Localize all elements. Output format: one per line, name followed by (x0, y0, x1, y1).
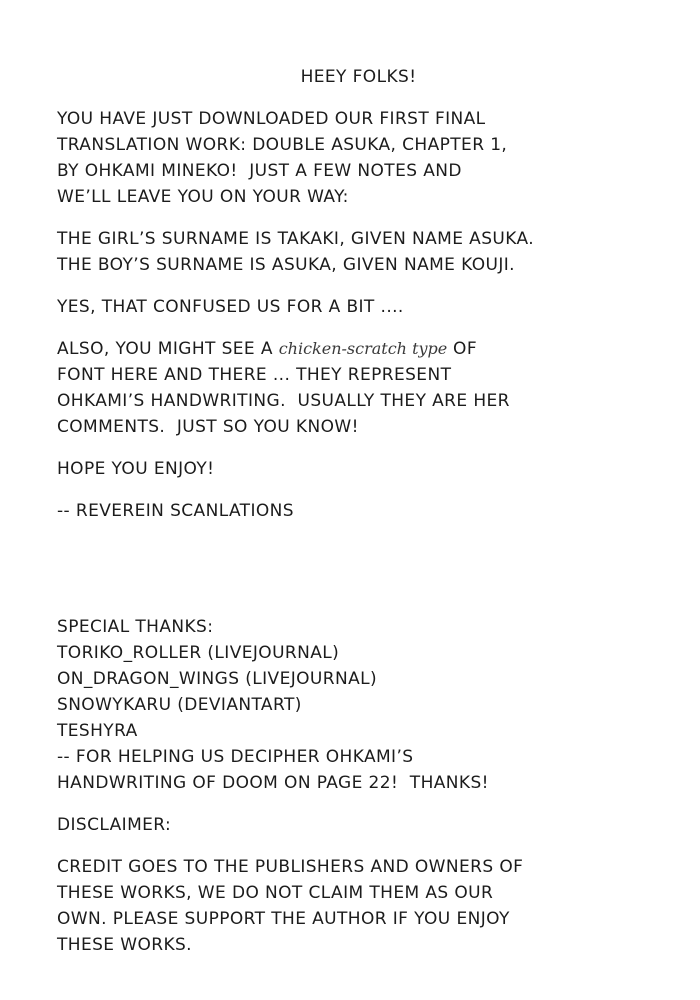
font-note-paragraph (57, 336, 660, 440)
disclaimer-heading: DISCLAIMER: (57, 815, 172, 835)
title-text: HEEY FOLKS! (300, 67, 417, 87)
page-title (57, 64, 660, 90)
disclaimer-body-paragraph (57, 854, 660, 958)
signature-paragraph (57, 498, 660, 524)
credit-line: TORIKO_ROLLER (LIVEJOURNAL) (57, 643, 340, 663)
confused-line: YES, THAT CONFUSED US FOR A BIT .... (57, 297, 404, 317)
credit-line: TESHYRA (57, 721, 138, 741)
intro-line: YOU HAVE JUST DOWNLOADED OUR FIRST FINAL (57, 109, 486, 129)
credit-line: ON_DRAGON_WINGS (LIVEJOURNAL) (57, 669, 378, 689)
font-note-line: FONT HERE AND THERE ... THEY REPRESENT (57, 365, 452, 385)
font-note-suffix: OF (447, 339, 478, 359)
handwriting-sample-text: chicken-scratch type (278, 339, 448, 358)
character-names-paragraph (57, 226, 660, 278)
font-note-line: OHKAMI’S HANDWRITING. USUALLY THEY ARE HER (57, 391, 510, 411)
names-line: THE GIRL’S SURNAME IS TAKAKI, GIVEN NAME ASUKA. (57, 229, 535, 249)
intro-paragraph (57, 106, 660, 210)
font-note-line: COMMENTS. JUST SO YOU KNOW! (57, 417, 359, 437)
disclaimer-heading-paragraph (57, 812, 660, 838)
disclaimer-line: THESE WORKS, WE DO NOT CLAIM THEM AS OUR (57, 883, 494, 903)
special-thanks-section (57, 614, 660, 796)
thanks-note-line: -- FOR HELPING US DECIPHER OHKAMI’S (57, 747, 414, 767)
credit-line: SNOWYKARU (DEVIANTART) (57, 695, 302, 715)
enjoy-line: HOPE YOU ENJOY! (57, 459, 215, 479)
special-thanks-heading: SPECIAL THANKS: (57, 617, 214, 637)
confused-paragraph (57, 294, 660, 320)
font-note-prefix: ALSO, YOU MIGHT SEE A (57, 339, 279, 359)
enjoy-paragraph (57, 456, 660, 482)
signature-line: -- REVEREIN SCANLATIONS (57, 501, 294, 521)
disclaimer-line: THESE WORKS. (57, 935, 192, 955)
disclaimer-line: CREDIT GOES TO THE PUBLISHERS AND OWNERS OF (57, 857, 524, 877)
font-note-line (57, 336, 660, 362)
intro-line: WE’LL LEAVE YOU ON YOUR WAY: (57, 187, 349, 207)
thanks-note-line: HANDWRITING OF DOOM ON PAGE 22! THANKS! (57, 773, 489, 793)
intro-line: BY OHKAMI MINEKO! JUST A FEW NOTES AND (57, 161, 462, 181)
disclaimer-line: OWN. PLEASE SUPPORT THE AUTHOR IF YOU ENJOY (57, 909, 510, 929)
intro-line: TRANSLATION WORK: DOUBLE ASUKA, CHAPTER 1, (57, 135, 508, 155)
names-line: THE BOY’S SURNAME IS ASUKA, GIVEN NAME KOUJI. (57, 255, 515, 275)
